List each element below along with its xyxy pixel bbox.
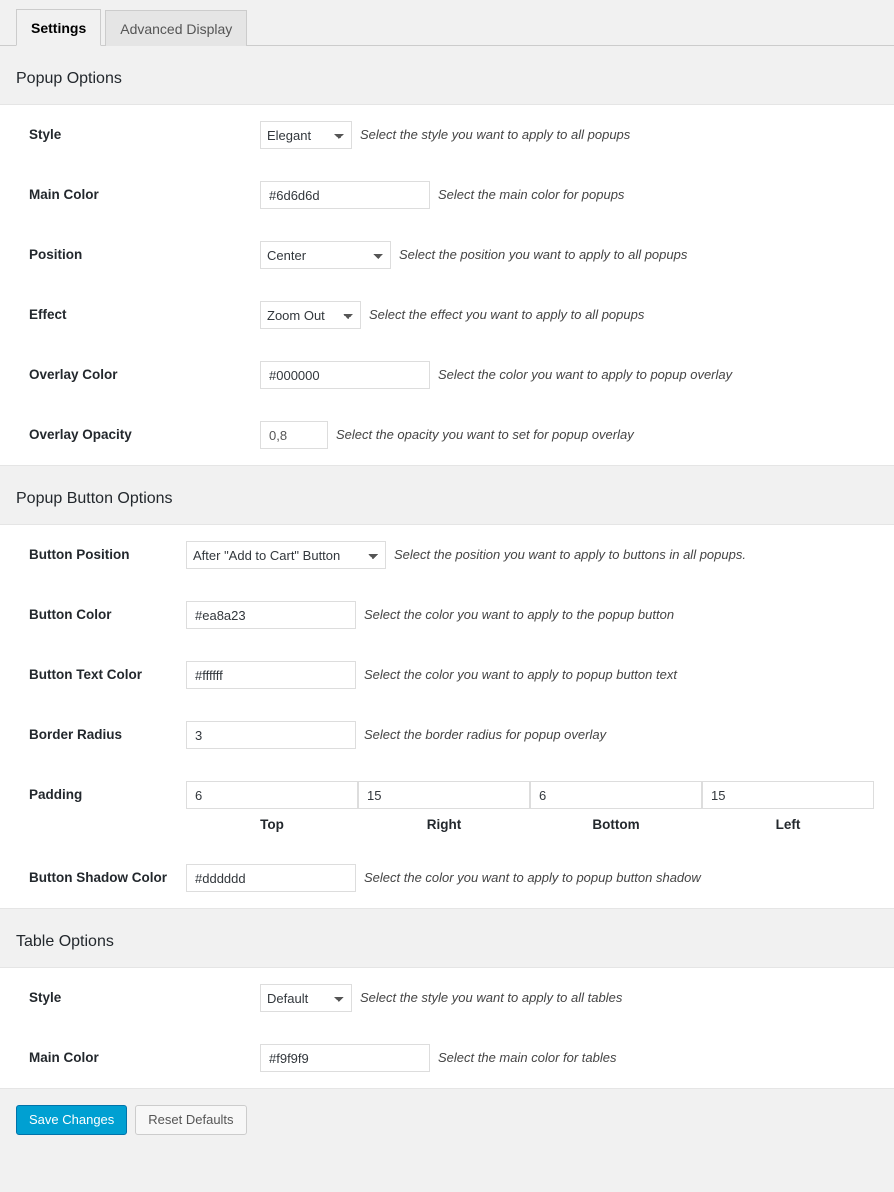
- row-popup-position: [0, 225, 894, 285]
- row-button-position: [0, 525, 894, 585]
- desc-border-radius: Select the border radius for popup overlay: [364, 727, 607, 742]
- padding-right-cell: [358, 781, 530, 832]
- desc-button-color: Select the color you want to apply to the popup button: [364, 607, 675, 622]
- desc-overlay-color: Select the color you want to apply to popup overlay: [438, 367, 733, 382]
- desc-popup-effect: Select the effect you want to apply to all popups: [369, 307, 645, 322]
- caption-padding-top: Top: [260, 817, 284, 832]
- desc-table-style: Select the style you want to apply to all tables: [360, 990, 623, 1005]
- input-overlay-opacity[interactable]: [260, 421, 328, 449]
- label-button-color: Button Color: [29, 607, 112, 622]
- label-popup-style: Style: [29, 127, 62, 142]
- desc-overlay-opacity: Select the opacity you want to set for popup overlay: [336, 427, 634, 442]
- label-border-radius: Border Radius: [29, 727, 123, 742]
- label-button-shadow-color: Button Shadow Color: [29, 870, 167, 885]
- input-button-text-color[interactable]: [186, 661, 356, 689]
- caption-padding-right: Right: [426, 817, 462, 832]
- label-overlay-opacity: Overlay Opacity: [29, 427, 132, 442]
- label-table-main-color: Main Color: [29, 1050, 99, 1065]
- row-popup-main-color: [0, 165, 894, 225]
- label-padding: Padding: [29, 787, 83, 802]
- input-padding-bottom[interactable]: [530, 781, 702, 809]
- desc-popup-position: Select the position you want to apply to all popups: [399, 247, 688, 262]
- select-popup-position[interactable]: [260, 241, 391, 269]
- label-popup-effect: Effect: [29, 307, 67, 322]
- padding-left-cell: [702, 781, 874, 832]
- popup-options-panel: [0, 104, 894, 466]
- label-popup-main-color: Main Color: [29, 187, 99, 202]
- label-table-style: Style: [29, 990, 62, 1005]
- label-popup-position: Position: [29, 247, 83, 262]
- row-button-text-color: [0, 645, 894, 705]
- row-overlay-color: [0, 345, 894, 405]
- row-overlay-opacity: [0, 405, 894, 465]
- padding-top-cell: [186, 781, 358, 832]
- row-button-color: [0, 585, 894, 645]
- label-button-text-color: Button Text Color: [29, 667, 142, 682]
- row-table-main-color: [0, 1028, 894, 1088]
- input-button-shadow-color[interactable]: [186, 864, 356, 892]
- tab-settings[interactable]: [16, 9, 101, 46]
- input-padding-right[interactable]: [358, 781, 530, 809]
- tab-advanced-display[interactable]: [105, 10, 247, 46]
- input-padding-top[interactable]: [186, 781, 358, 809]
- input-border-radius[interactable]: [186, 721, 356, 749]
- input-button-color[interactable]: [186, 601, 356, 629]
- popup-button-options-panel: [0, 524, 894, 909]
- select-button-position[interactable]: [186, 541, 386, 569]
- desc-button-text-color: Select the color you want to apply to popup button text: [364, 667, 677, 682]
- reset-defaults-button[interactable]: Reset Defaults: [135, 1105, 246, 1135]
- desc-button-shadow-color: Select the color you want to apply to popup button shadow: [364, 870, 701, 885]
- row-border-radius: [0, 705, 894, 765]
- row-popup-effect: [0, 285, 894, 345]
- row-button-shadow-color: [0, 848, 894, 908]
- section-title-popup-options: Popup Options: [16, 70, 122, 87]
- select-popup-effect[interactable]: [260, 301, 361, 329]
- tab-advanced-display-label: Advanced Display: [120, 21, 233, 37]
- desc-popup-style: Select the style you want to apply to all popups: [360, 127, 631, 142]
- save-changes-button[interactable]: Save Changes: [16, 1105, 127, 1135]
- input-padding-left[interactable]: [702, 781, 874, 809]
- input-table-main-color[interactable]: [260, 1044, 430, 1072]
- desc-button-position: Select the position you want to apply to buttons in all popups.: [394, 547, 746, 562]
- tab-bar: [0, 0, 894, 46]
- caption-padding-bottom: Bottom: [592, 817, 640, 832]
- row-padding: [0, 765, 894, 848]
- input-popup-main-color[interactable]: [260, 181, 430, 209]
- padding-bottom-cell: [530, 781, 702, 832]
- row-table-style: [0, 968, 894, 1028]
- select-popup-style[interactable]: [260, 121, 352, 149]
- desc-popup-main-color: Select the main color for popups: [438, 187, 625, 202]
- form-actions: [0, 1089, 894, 1151]
- label-overlay-color: Overlay Color: [29, 367, 118, 382]
- select-table-style[interactable]: [260, 984, 352, 1012]
- section-title-popup-button-options: Popup Button Options: [16, 490, 173, 507]
- label-button-position: Button Position: [29, 547, 130, 562]
- row-popup-style: [0, 105, 894, 165]
- table-options-panel: [0, 967, 894, 1089]
- caption-padding-left: Left: [775, 817, 801, 832]
- desc-table-main-color: Select the main color for tables: [438, 1050, 617, 1065]
- tab-settings-label: Settings: [31, 20, 87, 36]
- input-overlay-color[interactable]: [260, 361, 430, 389]
- section-title-table-options: Table Options: [16, 933, 114, 950]
